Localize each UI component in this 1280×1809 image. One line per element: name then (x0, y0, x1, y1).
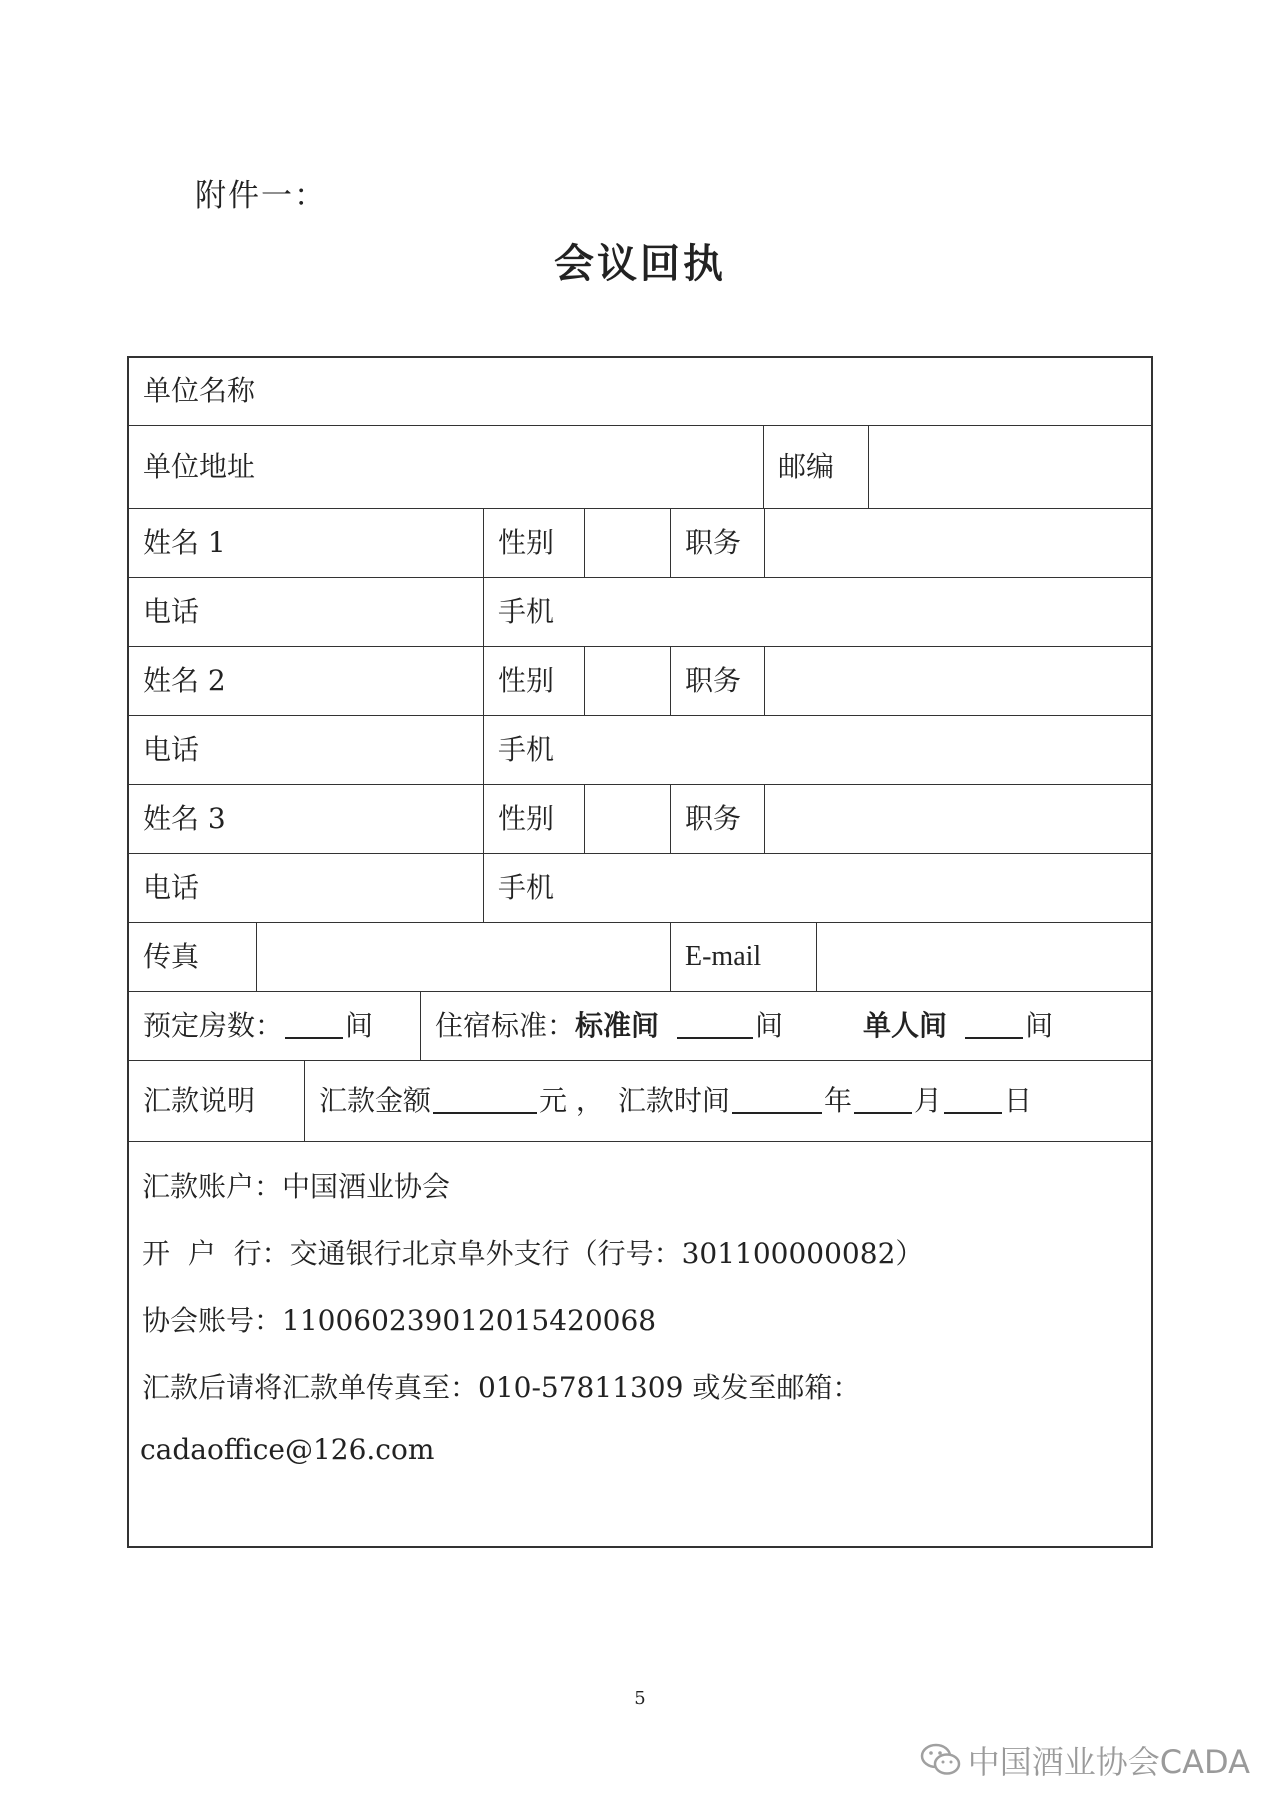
fax-label: 传真 (143, 940, 200, 973)
name-1-label: 姓名 1 (143, 526, 226, 559)
lodging-label: 住宿标准： (435, 1009, 576, 1042)
remit-month-label: 月 (913, 1084, 942, 1117)
unit-address-label: 单位地址 (143, 450, 256, 483)
email-label: E-mail (685, 941, 762, 972)
watermark-text: 中国酒业协会CADA (967, 1743, 1250, 1781)
mobile-label: 手机 (498, 595, 555, 628)
lodging-cell (421, 992, 1151, 1060)
remit-amount-label: 汇款金额 (319, 1084, 432, 1117)
account-number-text: 协会账号：110060239012015420068 (142, 1304, 657, 1337)
col-divider (764, 784, 765, 853)
phone-label: 电话 (143, 871, 200, 904)
col-divider (868, 425, 869, 508)
col-divider (584, 784, 585, 853)
phone-label: 电话 (143, 733, 200, 766)
gender-label: 性别 (498, 664, 555, 697)
bank-text: 开 户 行：交通银行北京阜外支行（行号：301100000082） (142, 1237, 924, 1270)
document-title: 会议回执 (554, 240, 726, 287)
remit-month-blank (854, 1088, 912, 1114)
position-label: 职务 (685, 802, 742, 835)
name-2-label: 姓名 2 (143, 664, 226, 697)
rooms-blank (285, 1013, 343, 1039)
unit-name-label: 单位名称 (143, 374, 256, 407)
fax-note-text: 汇款后请将汇款单传真至：010-57811309 或发至邮箱： (142, 1371, 861, 1404)
remit-time-label: 汇款时间 (617, 1084, 730, 1117)
remit-day-label: 日 (1003, 1084, 1032, 1117)
remit-yuan-label: 元 ， (539, 1084, 604, 1117)
row-divider (127, 922, 1153, 923)
standard-room-blank (677, 1013, 753, 1039)
col-divider (256, 922, 257, 991)
phone-label: 电话 (143, 595, 200, 628)
postcode-label: 邮编 (778, 450, 835, 483)
rooms-label: 预定房数： (143, 1009, 284, 1042)
single-room-blank (965, 1013, 1023, 1039)
remit-day-blank (944, 1088, 1002, 1114)
page-number: 5 (634, 1688, 646, 1709)
position-label: 职务 (685, 526, 742, 559)
rooms-unit: 间 (345, 1009, 374, 1042)
remit-label: 汇款说明 (143, 1084, 256, 1117)
remit-year-blank (732, 1088, 822, 1114)
col-divider (764, 646, 765, 715)
attachment-label: 附件一： (195, 178, 327, 214)
table-border-right (1151, 356, 1153, 1548)
col-divider (764, 508, 765, 577)
remit-detail-cell (305, 1061, 1151, 1141)
mobile-label: 手机 (498, 871, 555, 904)
remit-account-text: 汇款账户：中国酒业协会 (142, 1170, 451, 1203)
gender-label: 性别 (498, 802, 555, 835)
col-divider (816, 922, 817, 991)
col-divider (584, 646, 585, 715)
row-divider (127, 1141, 1153, 1142)
name-3-label: 姓名 3 (143, 802, 226, 835)
watermark (920, 1737, 1250, 1783)
wechat-icon (920, 1742, 962, 1778)
single-room-unit: 间 (1025, 1009, 1054, 1042)
single-room-label: 单人间 (863, 1009, 948, 1042)
position-label: 职务 (685, 664, 742, 697)
rooms-cell (129, 992, 420, 1060)
standard-room-label: 标准间 (575, 1009, 660, 1042)
remit-year-label: 年 (823, 1084, 852, 1117)
table-border-bottom (127, 1546, 1153, 1548)
mobile-label: 手机 (498, 733, 555, 766)
standard-room-unit: 间 (755, 1009, 784, 1042)
remit-amount-blank (433, 1088, 537, 1114)
gender-label: 性别 (498, 526, 555, 559)
email-address-text: cadaoffice@126.com (140, 1433, 435, 1466)
col-divider (584, 508, 585, 577)
